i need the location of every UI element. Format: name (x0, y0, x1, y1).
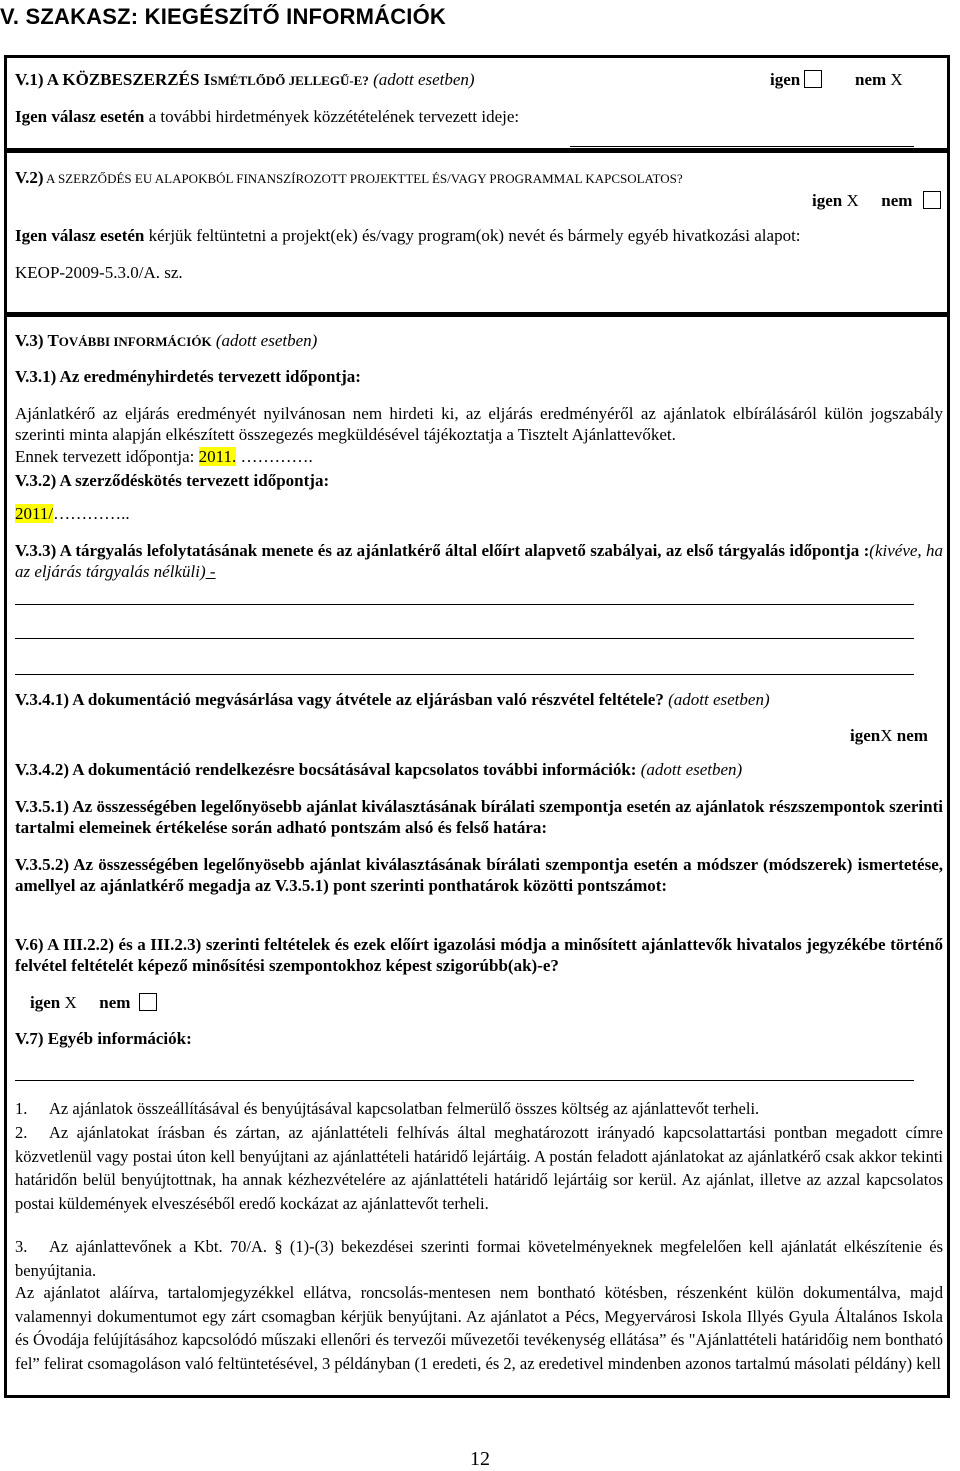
v1-no-mark[interactable]: X (890, 70, 903, 89)
v7-answer-line[interactable] (15, 1080, 914, 1081)
v33-heading: V.3.3) A tárgyalás lefolytatásának menete és az ajánlatkérő által előírt alapvető szabályai, az első tárgyalás időpontja :(kivéve, ha az eljárás tárgyalás nélküli) - (15, 541, 943, 581)
v1-yes-no: igen nem X (770, 70, 903, 89)
v7-item-3: 3. Az ajánlattevőnek a Kbt. 70/A. § (1)-(3) bekezdései szerinti formai követelményeknek megfelelően kell ajánlatát elkészítenie és benyújtania. (15, 1237, 943, 1280)
v2-reference: KEOP-2009-5.3.0/A. sz. (15, 263, 183, 282)
v2-no-checkbox[interactable] (923, 191, 941, 209)
v6-no-checkbox[interactable] (139, 993, 157, 1011)
v7-heading: V.7) Egyéb információk: (15, 1029, 192, 1048)
v1-heading: V.1) A KÖZBESZERZÉS ISMÉTLŐDŐ JELLEGŰ-E? (adott esetben) (15, 70, 475, 89)
v341-yes-no: igenX nem (850, 726, 928, 745)
v7-item-1: 1. Az ajánlatok összeállításával és benyújtásával kapcsolatban felmerülő összes költség az ajánlattevőt terheli. (15, 1099, 760, 1118)
v31-body: Ajánlatkérő az eljárás eredményét nyilvánosan nem hirdeti ki, az eljárás eredményéről az ajánlatok elbírálásáról külön jogszabály szerinti minta alapján elkészített összegezés megküldésével tájékoztatja a Tisztelt Ajánlattevőket. (15, 404, 943, 444)
v6-heading: V.6) A III.2.2) és a III.2.3) szerinti feltételek és ezek előírt igazolási módja a minősített ajánlattevők hivatalos jegyzékébe történő felvétel feltételét képező minősítési szempontokhoz képest szigorúbb(ak)-e? (15, 935, 943, 975)
v2-yes-mark[interactable]: X (846, 191, 859, 210)
v1-yes-checkbox[interactable] (804, 70, 822, 88)
v33-answer-line-1[interactable] (15, 604, 914, 605)
v1-if-yes: Igen válasz esetén a további hirdetmények közzétételének tervezett ideje: (15, 107, 520, 126)
v33-answer-line-2[interactable] (15, 638, 914, 639)
v2-heading: V.2) A SZERZŐDÉS EU ALAPOKBÓL FINANSZÍROZOTT PROJEKTTEL ÉS/VAGY PROGRAMMAL KAPCSOLATOS? (15, 168, 683, 187)
v32-heading: V.3.2) A szerződéskötés tervezett időpontja: (15, 471, 330, 490)
v33-answer-line-3[interactable] (15, 674, 914, 675)
page-number: 12 (470, 1448, 490, 1470)
v1-answer-line[interactable] (570, 146, 914, 147)
v2-if-yes: Igen válasz esetén kérjük feltüntetni a projekt(ek) és/vagy program(ok) nevét és bármely egyéb hivatkozási alapot: (15, 226, 801, 245)
v3-heading: V.3) TOVÁBBI INFORMÁCIÓK (adott esetben) (15, 331, 318, 350)
v31-date: Ennek tervezett időpontja: 2011. …………. (15, 447, 313, 466)
v352-heading: V.3.5.2) Az összességében legelőnyösebb ajánlat kiválasztásának bírálati szempontja esetén a módszer (módszerek) ismertetése, amellyel az ajánlatkérő megadja az V.3.5.1) pont szerinti ponthatárok közötti pontszámot: (15, 855, 943, 895)
v342-heading: V.3.4.2) A dokumentáció rendelkezésre bocsátásával kapcsolatos további információk: (adott esetben) (15, 760, 743, 779)
v6-yes-mark[interactable]: X (64, 993, 77, 1012)
page-title: V. SZAKASZ: KIEGÉSZÍTŐ INFORMÁCIÓK (0, 4, 447, 29)
v341-heading: V.3.4.1) A dokumentáció megvásárlása vagy átvétele az eljárásban való részvétel feltétele? (adott esetben) (15, 690, 770, 709)
v6-yes-no: igen X nem (30, 993, 157, 1013)
v341-yes-mark[interactable]: X (880, 726, 893, 745)
v2-yes-no: igen X nem (812, 191, 941, 211)
v7-item-2: 2. Az ajánlatokat írásban és zártan, az ajánlattételi felhívás által meghatározott irányadó kapcsolattartási pontban megadott címre közvetlenül vagy postai úton kell benyújtani az ajánlattételi határidő lejártáig. A postán feladott ajánlatokat az ajánlatkérő csak akkor tekinti határidőn belül benyújtottnak, ha annak kézhezvételére az ajánlattételi határidő lejártáig sor kerül. Az ajánlat, illetve az azzal kapcsolatos postai küldemények elveszéséből eredő kockázat az ajánlattevőt terheli. (15, 1123, 943, 1213)
v351-heading: V.3.5.1) Az összességében legelőnyösebb ajánlat kiválasztásának bírálati szempontja esetén az ajánlatok részszempontok szerinti tartalmi elemeinek értékelése során adható pontszám alsó és felső határa: (15, 797, 943, 837)
v7-item-4: Az ajánlatot aláírva, tartalomjegyzékkel ellátva, roncsolás-mentesen nem bontható kötésben, részenként külön dokumentálva, majd valamennyi dokumentumot egy zárt csomagban kérjük benyújtani. Az ajánlatot a Pécs, Megyervárosi Iskola Illyés Gyula Általános Iskola és Óvodája felújításához kapcsolódó műszaki ellenőri és tervezői művezetői tevékenység ellátása” és "Ajánlattételi határidőig nem bontható fel” felirat csomagoláson való feltüntetésével, 3 példányban (1 eredeti, és 2, az eredetivel mindenben azonos tartalmú másolati példány) kell (15, 1283, 943, 1373)
v31-heading: V.3.1) Az eredményhirdetés tervezett időpontja: (15, 367, 361, 386)
v32-value: 2011/………….. (15, 504, 130, 523)
